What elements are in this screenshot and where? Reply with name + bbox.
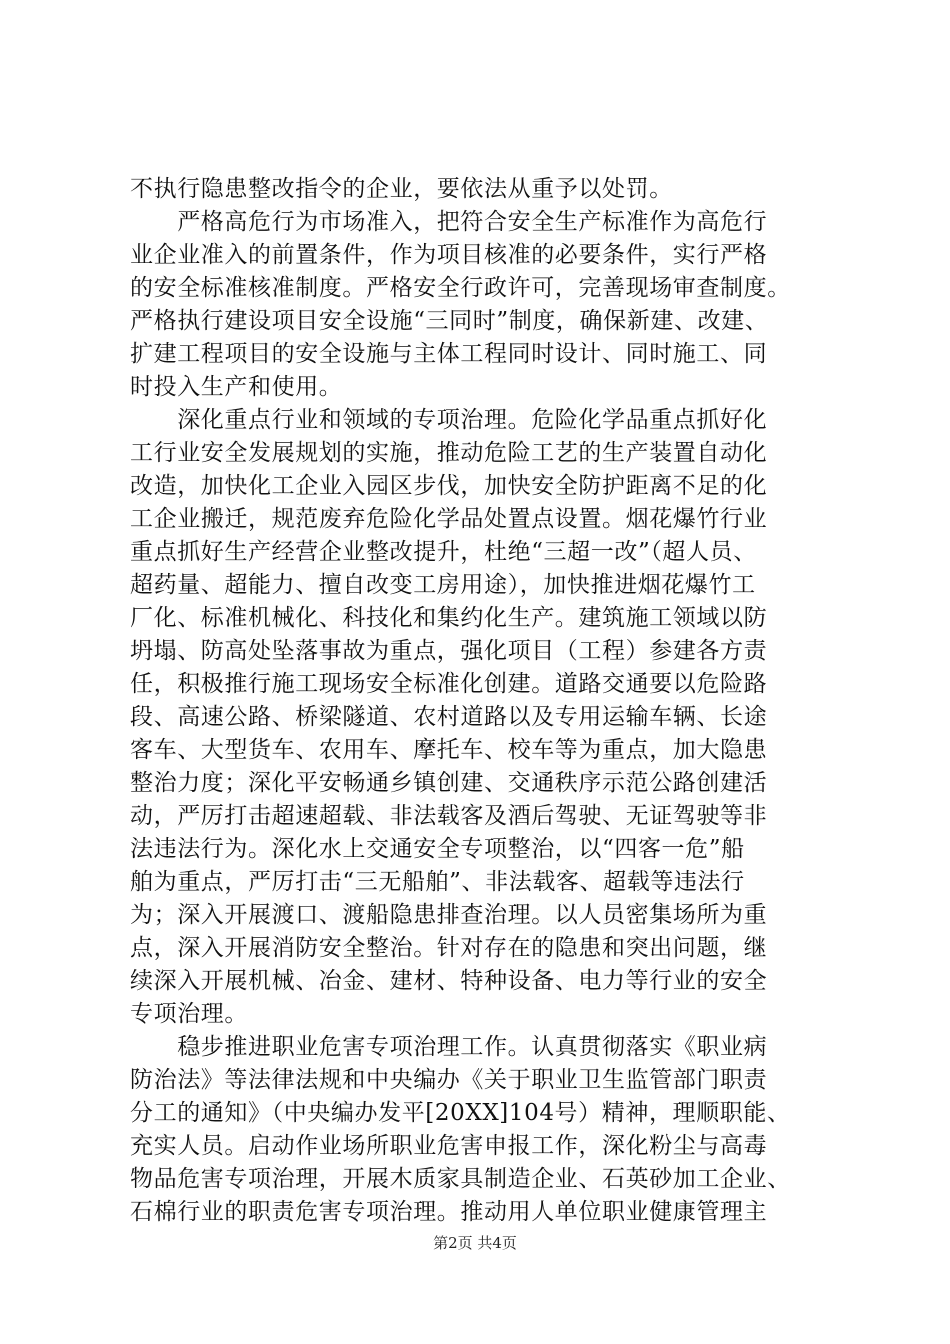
- text-line: 不执行隐患整改指令的企业，要依法从重予以处罚。: [130, 176, 673, 202]
- text-line: 任，积极推行施工现场安全标准化创建。道路交通要以危险路: [130, 671, 768, 697]
- text-line: 扩建工程项目的安全设施与主体工程同时设计、同时施工、同: [130, 341, 768, 367]
- text-line: 重点抓好生产经营企业整改提升，杜绝“三超一改”（超人员、: [130, 539, 757, 565]
- text-line: 坍塌、防高处坠落事故为重点，强化项目（工程）参建各方责: [130, 638, 768, 664]
- text-line: 厂化、标准机械化、科技化和集约化生产。建筑施工领域以防: [130, 605, 768, 631]
- text-line: 舶为重点，严厉打击“三无船舶”、非法载客、超载等违法行: [130, 869, 745, 895]
- text-line: 工企业搬迁，规范废弃危险化学品处置点设置。烟花爆竹行业: [130, 506, 768, 532]
- text-line: 严格高危行为市场准入，把符合安全生产标准作为高危行: [130, 209, 768, 235]
- text-line: 法违法行为。深化水上交通安全专项整治，以“四客一危”船: [130, 836, 745, 862]
- text-line: 专项治理。: [130, 1001, 248, 1027]
- text-line: 为；深入开展渡口、渡船隐患排查治理。以人员密集场所为重: [130, 902, 768, 928]
- text-line: 时投入生产和使用。: [130, 374, 343, 400]
- text-line: 的安全标准核准制度。严格安全行政许可，完善现场审查制度。: [130, 275, 791, 301]
- text-line: 深化重点行业和领域的专项治理。危险化学品重点抓好化: [130, 407, 768, 433]
- text-line: 分工的通知》（中央编办发平[20XX]104号）精神，理顺职能、: [130, 1100, 791, 1126]
- text-line: 严格执行建设项目安全设施“三同时”制度，确保新建、改建、: [130, 308, 769, 334]
- page-number-footer: 第2页 共4页: [433, 1234, 517, 1252]
- text-line: 防治法》等法律法规和中央编办《关于职业卫生监管部门职责: [130, 1067, 768, 1093]
- text-line: 物品危害专项治理，开展木质家具制造企业、石英砂加工企业、: [130, 1166, 791, 1192]
- text-line: 动，严厉打击超速超载、非法载客及酒后驾驶、无证驾驶等非: [130, 803, 768, 829]
- text-line: 续深入开展机械、冶金、建材、特种设备、电力等行业的安全: [130, 968, 768, 994]
- text-line: 石棉行业的职责危害专项治理。推动用人单位职业健康管理主: [130, 1199, 768, 1225]
- text-line: 工行业安全发展规划的实施，推动危险工艺的生产装置自动化: [130, 440, 768, 466]
- text-line: 段、高速公路、桥梁隧道、农村道路以及专用运输车辆、长途: [130, 704, 768, 730]
- text-line: 超药量、超能力、擅自改变工房用途），加快推进烟花爆竹工: [130, 572, 756, 598]
- text-line: 点，深入开展消防安全整治。针对存在的隐患和突出问题，继: [130, 935, 768, 961]
- text-line: 充实人员。启动作业场所职业危害申报工作，深化粉尘与高毒: [130, 1133, 768, 1159]
- text-line: 改造，加快化工企业入园区步伐，加快安全防护距离不足的化: [130, 473, 768, 499]
- text-line: 业企业准入的前置条件，作为项目核准的必要条件，实行严格: [130, 242, 768, 268]
- text-line: 整治力度；深化平安畅通乡镇创建、交通秩序示范公路创建活: [130, 770, 768, 796]
- text-line: 客车、大型货车、农用车、摩托车、校车等为重点，加大隐患: [130, 737, 768, 763]
- text-line: 稳步推进职业危害专项治理工作。认真贯彻落实《职业病: [130, 1034, 768, 1060]
